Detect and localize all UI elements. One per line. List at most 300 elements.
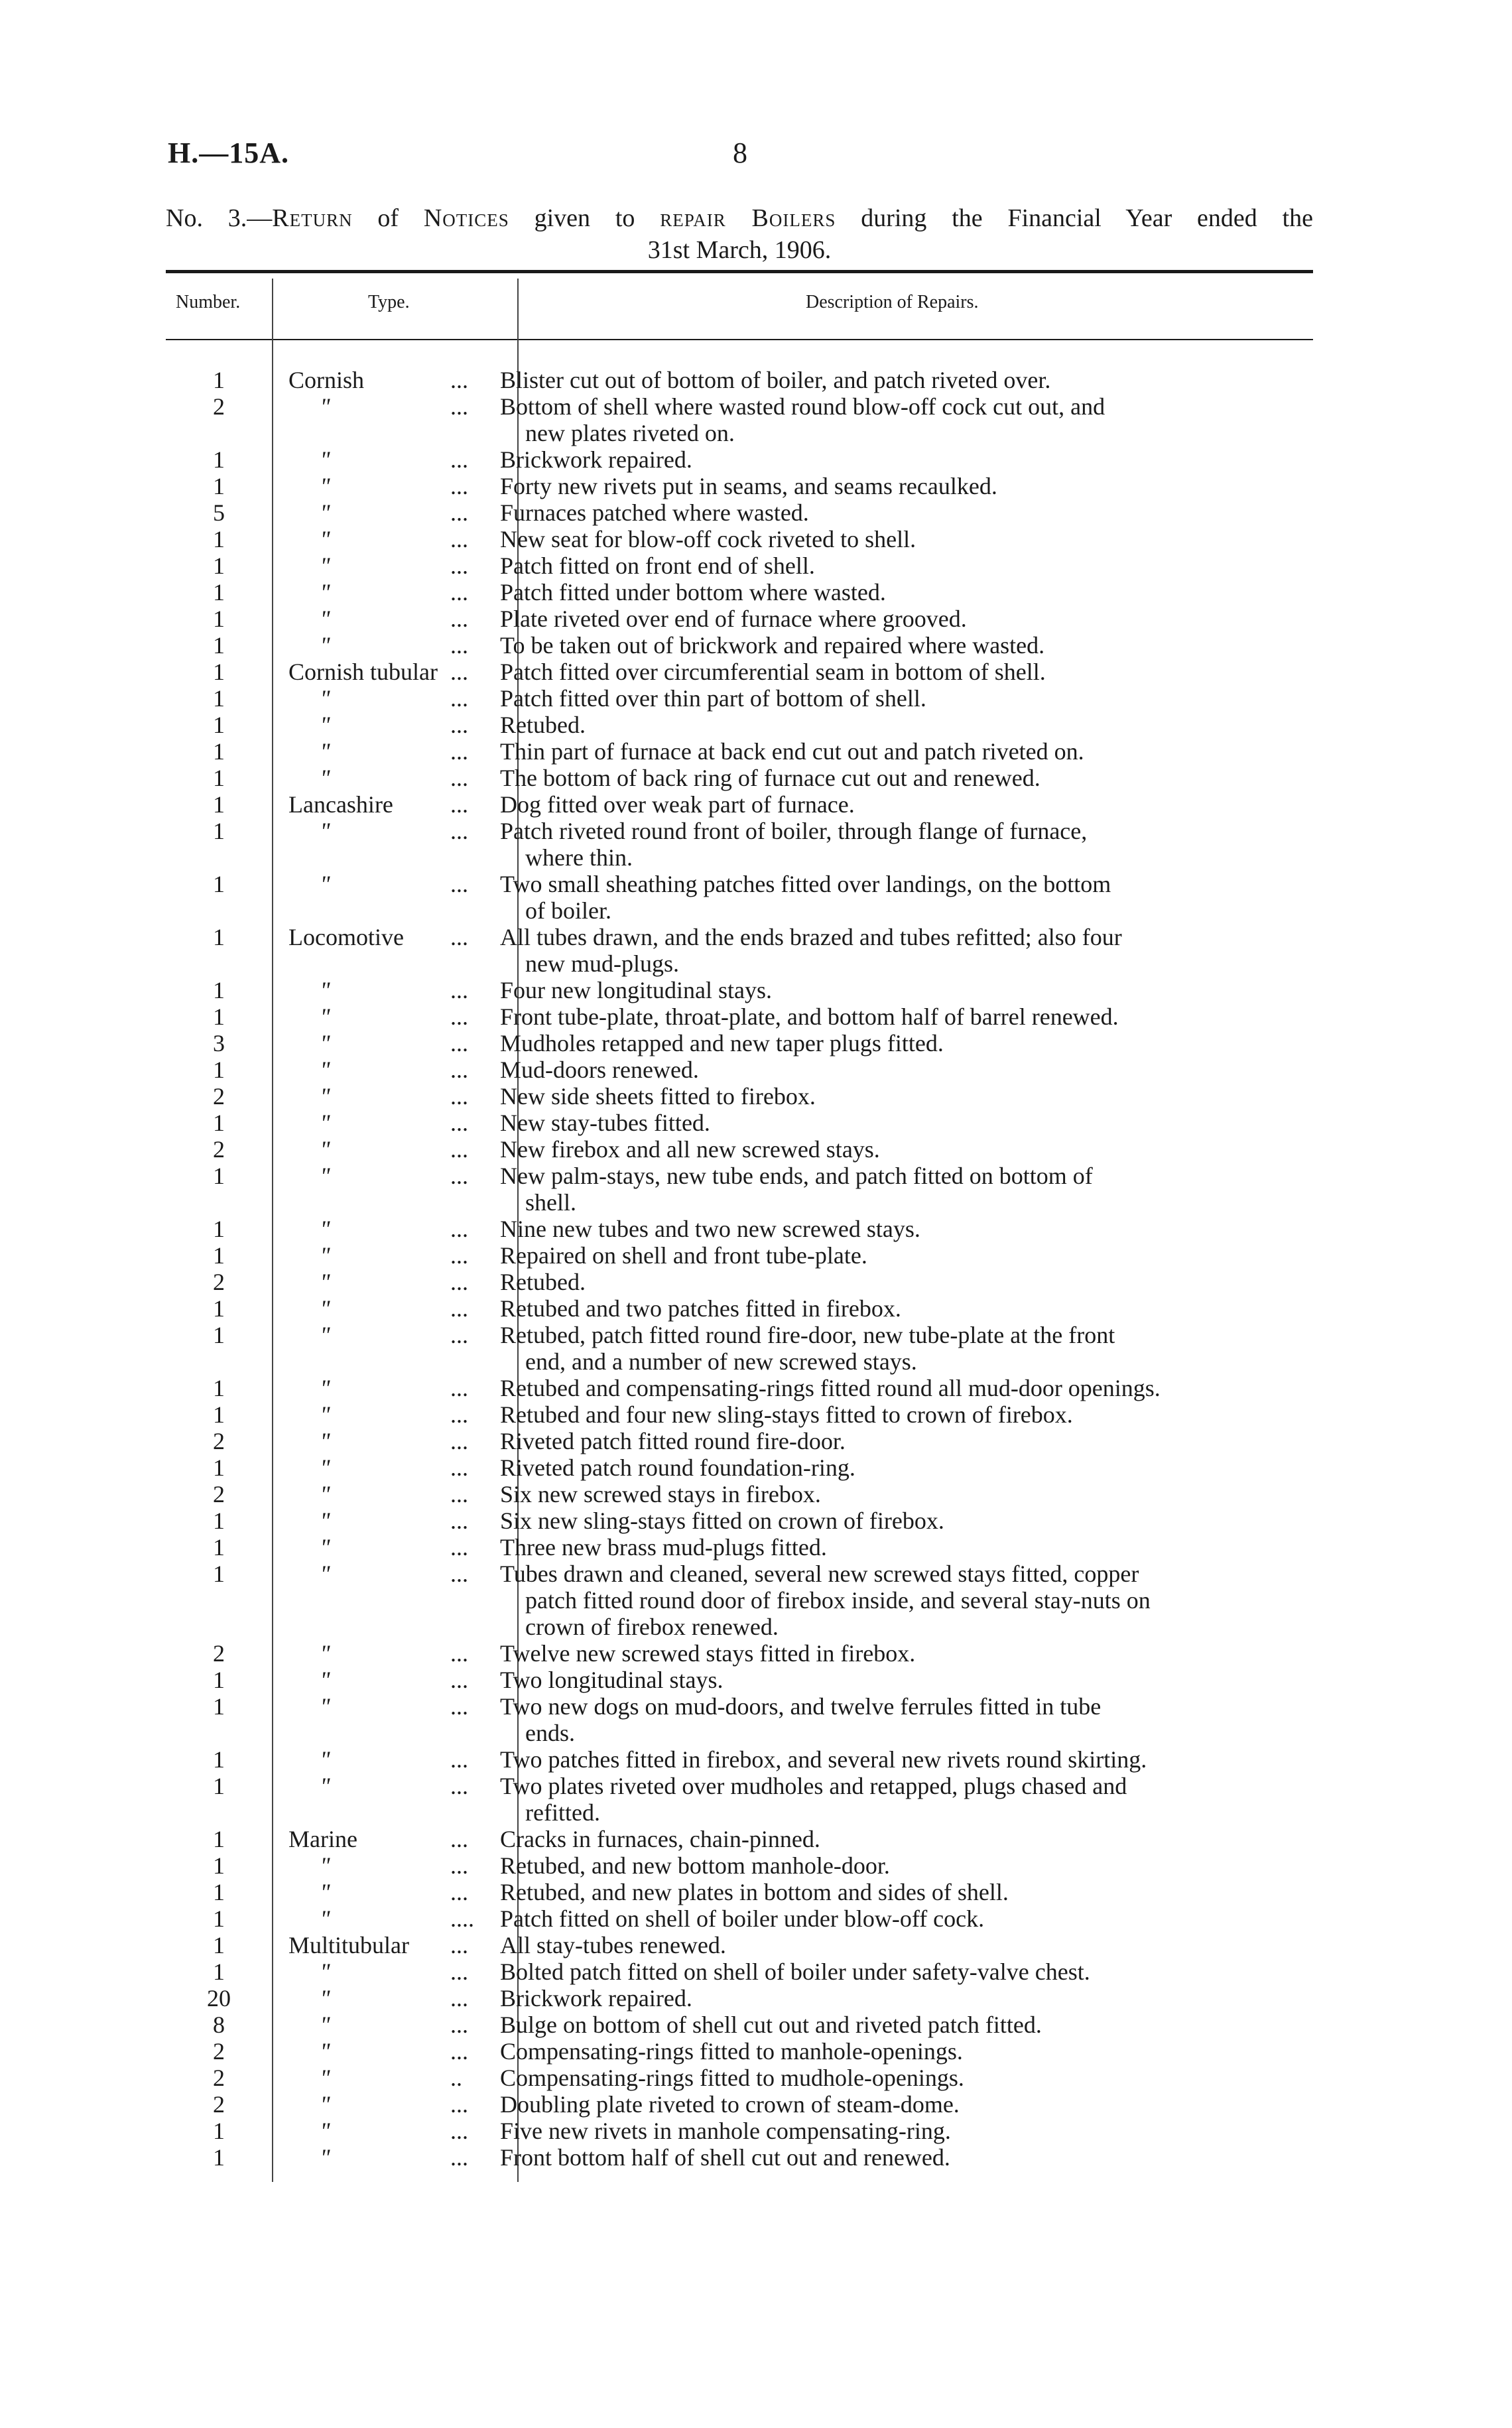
- row-type-cell: [272, 1454, 448, 1481]
- row-type-cell: [272, 393, 448, 446]
- row-type-cell: [272, 1667, 448, 1693]
- row-number-cell: 1: [213, 1534, 225, 1561]
- ditto-mark: ": [320, 2065, 330, 2091]
- row-description-cell: [490, 1322, 1283, 1375]
- row-type-cell: [272, 526, 448, 552]
- row-description-cell: [490, 791, 1283, 818]
- ditto-mark: ": [320, 765, 330, 791]
- ditto-mark: ": [320, 2012, 330, 2038]
- ditto-mark: ": [320, 1056, 330, 1083]
- title-line-2: 31st March, 1906.: [647, 236, 832, 264]
- row-leader-dots: ....: [450, 1905, 474, 1932]
- row-number-cell: 2: [213, 1481, 225, 1507]
- ditto-mark: ": [320, 393, 330, 420]
- row-description-cell: [490, 1879, 1283, 1905]
- description-line: Front bottom half of shell cut out and renewed.: [500, 2144, 950, 2171]
- row-number-cell: 1: [213, 1401, 225, 1428]
- description-line: Plate riveted over end of furnace where grooved.: [500, 606, 967, 632]
- table-row: [166, 1481, 1313, 1507]
- row-leader-dots: ...: [450, 1879, 468, 1905]
- row-description-cell: [490, 1905, 1283, 1932]
- row-number-cell: 1: [213, 1932, 225, 1958]
- table-row: [166, 1322, 1313, 1375]
- ditto-mark: ": [320, 1401, 330, 1428]
- row-number-cell: 1: [213, 552, 225, 579]
- title-boilers: Boilers: [725, 204, 836, 232]
- row-number-cell: 1: [213, 579, 225, 606]
- row-leader-dots: ...: [450, 1030, 468, 1056]
- row-description-cell: [490, 2038, 1283, 2065]
- description-line: Patch fitted under bottom where wasted.: [500, 579, 886, 606]
- row-description-cell: [490, 2012, 1283, 2038]
- row-description-cell: [490, 1561, 1283, 1640]
- row-type-cell: [272, 765, 448, 791]
- row-leader-dots: ...: [450, 977, 468, 1003]
- row-description-cell: [490, 1454, 1283, 1481]
- ditto-mark: ": [320, 977, 330, 1003]
- row-leader-dots: ...: [450, 1481, 468, 1507]
- row-description-cell: [490, 738, 1283, 765]
- row-leader-dots: ...: [450, 1216, 468, 1242]
- description-line: Forty new rivets put in seams, and seams recaulked.: [500, 473, 997, 499]
- table-row: [166, 1826, 1313, 1852]
- ditto-mark: ": [320, 2144, 330, 2171]
- title-line-1: [166, 202, 1313, 234]
- row-leader-dots: ...: [450, 526, 468, 552]
- row-leader-dots: ...: [450, 606, 468, 632]
- row-type-cell: [272, 606, 448, 632]
- row-leader-dots: ...: [450, 791, 468, 818]
- table-row: [166, 1056, 1313, 1083]
- table-row: [166, 871, 1313, 924]
- table-row: [166, 1083, 1313, 1110]
- description-line: refitted.: [525, 1799, 600, 1826]
- row-description-cell: [490, 606, 1283, 632]
- table-row: [166, 1507, 1313, 1534]
- row-description-cell: [490, 1216, 1283, 1242]
- row-number-cell: 1: [213, 1454, 225, 1481]
- description-line: Blister cut out of bottom of boiler, and patch riveted over.: [500, 367, 1051, 393]
- row-type-cell: [272, 446, 448, 473]
- description-line: Retubed and compensating-rings fitted round all mud-door openings.: [500, 1375, 1161, 1401]
- description-line: Bulge on bottom of shell cut out and riveted patch fitted.: [500, 2012, 1042, 2038]
- row-type-cell: [272, 2038, 448, 2065]
- row-leader-dots: ...: [450, 2144, 468, 2171]
- row-leader-dots: ...: [450, 1507, 468, 1534]
- description-line: New firebox and all new screwed stays.: [500, 1136, 880, 1163]
- row-description-cell: [490, 1481, 1283, 1507]
- table-row: [166, 1295, 1313, 1322]
- description-line: Retubed.: [500, 712, 586, 738]
- table-row: [166, 1693, 1313, 1746]
- row-type-cell: [272, 1693, 448, 1746]
- ditto-mark: ": [320, 499, 330, 526]
- title-return: Return: [272, 204, 353, 232]
- description-line: Retubed, patch fitted round fire-door, new tube-plate at the front: [500, 1322, 1115, 1348]
- description-line: Riveted patch fitted round fire-door.: [500, 1428, 846, 1454]
- row-number-cell: 20: [207, 1985, 231, 2012]
- table-row: [166, 2012, 1313, 2038]
- ditto-mark: ": [320, 1322, 330, 1348]
- ditto-mark: ": [320, 1110, 330, 1136]
- description-line: Thin part of furnace at back end cut out and patch riveted on.: [500, 738, 1084, 765]
- row-type-cell: Locomotive: [288, 924, 404, 950]
- description-line: Brickwork repaired.: [500, 1985, 692, 2012]
- column-header-description: Description of Repairs.: [806, 292, 979, 312]
- row-number-cell: 1: [213, 791, 225, 818]
- description-line: Retubed, and new plates in bottom and sides of shell.: [500, 1879, 1009, 1905]
- row-number-cell: 1: [213, 1003, 225, 1030]
- row-description-cell: [490, 1401, 1283, 1428]
- row-type-cell: Cornish: [288, 367, 365, 393]
- table-row: [166, 1030, 1313, 1056]
- row-description-cell: [490, 1667, 1283, 1693]
- row-type-cell: [272, 1985, 448, 2012]
- row-type-cell: [272, 1003, 448, 1030]
- title-repair: repair: [660, 204, 726, 232]
- row-leader-dots: ...: [450, 1163, 468, 1189]
- row-type-cell: [272, 1852, 448, 1879]
- description-line: Patch fitted on shell of boiler under blow-off cock.: [500, 1905, 985, 1932]
- row-number-cell: 1: [213, 1322, 225, 1348]
- row-type-cell: [272, 818, 448, 871]
- description-line: Patch fitted over circumferential seam in bottom of shell.: [500, 659, 1046, 685]
- row-number-cell: 2: [213, 2038, 225, 2065]
- description-line: Six new sling-stays fitted on crown of firebox.: [500, 1507, 944, 1534]
- row-description-cell: [490, 1375, 1283, 1401]
- row-type-cell: [272, 632, 448, 659]
- description-line: Five new rivets in manhole compensating-ring.: [500, 2118, 951, 2144]
- row-description-cell: [490, 685, 1283, 712]
- row-number-cell: 1: [213, 1242, 225, 1269]
- row-type-cell: Lancashire: [288, 791, 393, 818]
- table-row: [166, 1905, 1313, 1932]
- description-line: Mudholes retapped and new taper plugs fitted.: [500, 1030, 944, 1056]
- table-row: [166, 1242, 1313, 1269]
- row-type-cell: Marine: [288, 1826, 357, 1852]
- table-row: [166, 977, 1313, 1003]
- row-description-cell: [490, 1083, 1283, 1110]
- description-line: Furnaces patched where wasted.: [500, 499, 809, 526]
- table-row: [166, 1667, 1313, 1693]
- row-description-cell: [490, 1003, 1283, 1030]
- row-number-cell: 1: [213, 738, 225, 765]
- row-description-cell: [490, 1030, 1283, 1056]
- ditto-mark: ": [320, 1534, 330, 1561]
- row-leader-dots: ...: [450, 2038, 468, 2065]
- ditto-mark: ": [320, 685, 330, 712]
- ditto-mark: ": [320, 1003, 330, 1030]
- table-row: [166, 738, 1313, 765]
- ditto-mark: ": [320, 1905, 330, 1932]
- row-leader-dots: ...: [450, 2012, 468, 2038]
- row-type-cell: [272, 1295, 448, 1322]
- row-leader-dots: ...: [450, 1958, 468, 1985]
- row-leader-dots: ...: [450, 1693, 468, 1720]
- ditto-mark: ": [320, 2038, 330, 2065]
- table-row: [166, 632, 1313, 659]
- table-row: [166, 1534, 1313, 1561]
- description-line: Brickwork repaired.: [500, 446, 692, 473]
- column-header-number: Number.: [176, 292, 241, 312]
- description-line: Riveted patch round foundation-ring.: [500, 1454, 855, 1481]
- table-row: [166, 1110, 1313, 1136]
- row-type-cell: [272, 2091, 448, 2118]
- row-type-cell: [272, 1905, 448, 1932]
- table-row: [166, 579, 1313, 606]
- row-number-cell: 1: [213, 659, 225, 685]
- row-number-cell: 1: [213, 1110, 225, 1136]
- ditto-mark: ": [320, 632, 330, 659]
- row-type-cell: [272, 2012, 448, 2038]
- ditto-mark: ": [320, 552, 330, 579]
- description-line: Twelve new screwed stays fitted in firebox.: [500, 1640, 916, 1667]
- title-prefix: No. 3.—: [166, 204, 273, 232]
- row-leader-dots: ...: [450, 2118, 468, 2144]
- row-type-cell: [272, 2144, 448, 2171]
- row-description-cell: [490, 1269, 1283, 1295]
- row-number-cell: 1: [213, 1879, 225, 1905]
- description-line: patch fitted round door of firebox inside, and several stay-nuts on: [525, 1587, 1151, 1614]
- row-leader-dots: ...: [450, 1056, 468, 1083]
- row-type-cell: [272, 1163, 448, 1216]
- row-leader-dots: ...: [450, 1852, 468, 1879]
- table-header-rule: [166, 339, 1313, 340]
- row-description-cell: [490, 1693, 1283, 1746]
- row-number-cell: 1: [213, 632, 225, 659]
- row-leader-dots: ...: [450, 632, 468, 659]
- row-number-cell: 1: [213, 685, 225, 712]
- description-line: Repaired on shell and front tube-plate.: [500, 1242, 867, 1269]
- row-description-cell: [490, 367, 1283, 393]
- description-line: Retubed and two patches fitted in firebox.: [500, 1295, 901, 1322]
- title-rest: during the Financial Year ended the: [836, 204, 1314, 232]
- row-description-cell: [490, 526, 1283, 552]
- table-row: [166, 393, 1313, 446]
- row-type-cell: [272, 1534, 448, 1561]
- title-notices: Notices: [423, 204, 509, 232]
- ditto-mark: ": [320, 712, 330, 738]
- row-description-cell: [490, 2065, 1283, 2091]
- table-row: [166, 1428, 1313, 1454]
- description-line: Two small sheathing patches fitted over landings, on the bottom: [500, 871, 1111, 897]
- row-number-cell: 2: [213, 393, 225, 420]
- row-number-cell: 2: [213, 1083, 225, 1110]
- row-type-cell: [272, 2118, 448, 2144]
- ditto-mark: ": [320, 2118, 330, 2144]
- row-description-cell: [490, 2144, 1283, 2171]
- row-type-cell: Multitubular: [288, 1932, 409, 1958]
- table-row: [166, 1003, 1313, 1030]
- row-leader-dots: ...: [450, 1401, 468, 1428]
- description-line: Retubed.: [500, 1269, 586, 1295]
- row-description-cell: [490, 1136, 1283, 1163]
- table-row: [166, 1163, 1313, 1216]
- ditto-mark: ": [320, 1985, 330, 2012]
- description-line: Two new dogs on mud-doors, and twelve ferrules fitted in tube: [500, 1693, 1102, 1720]
- row-type-cell: [272, 685, 448, 712]
- ditto-mark: ": [320, 2091, 330, 2118]
- row-number-cell: 8: [213, 2012, 225, 2038]
- row-type-cell: [272, 1507, 448, 1534]
- row-number-cell: 1: [213, 367, 225, 393]
- table-row: [166, 1269, 1313, 1295]
- row-description-cell: [490, 1826, 1283, 1852]
- description-line: Patch fitted on front end of shell.: [500, 552, 815, 579]
- ditto-mark: ": [320, 1242, 330, 1269]
- description-line: Two plates riveted over mudholes and retapped, plugs chased and: [500, 1773, 1127, 1799]
- row-number-cell: 1: [213, 818, 225, 844]
- row-description-cell: [490, 1958, 1283, 1985]
- row-number-cell: 1: [213, 606, 225, 632]
- row-type-cell: [272, 473, 448, 499]
- ditto-mark: ": [320, 1693, 330, 1720]
- row-number-cell: 2: [213, 1428, 225, 1454]
- row-leader-dots: ...: [450, 579, 468, 606]
- row-description-cell: [490, 1746, 1283, 1773]
- row-leader-dots: ...: [450, 1375, 468, 1401]
- row-description-cell: [490, 446, 1283, 473]
- row-number-cell: 2: [213, 1136, 225, 1163]
- table-row: [166, 446, 1313, 473]
- row-description-cell: [490, 1242, 1283, 1269]
- title-of: of: [352, 204, 424, 232]
- page-title: [166, 202, 1313, 266]
- row-description-cell: [490, 1985, 1283, 2012]
- row-leader-dots: ...: [450, 712, 468, 738]
- description-line: Bottom of shell where wasted round blow-off cock cut out, and: [500, 393, 1105, 420]
- row-type-cell: [272, 2065, 448, 2091]
- description-line: Retubed, and new bottom manhole-door.: [500, 1852, 890, 1879]
- row-leader-dots: ...: [450, 1295, 468, 1322]
- row-type-cell: [272, 1083, 448, 1110]
- description-line: Four new longitudinal stays.: [500, 977, 772, 1003]
- row-type-cell: [272, 1481, 448, 1507]
- table-row: [166, 1454, 1313, 1481]
- row-leader-dots: ...: [450, 446, 468, 473]
- row-number-cell: 1: [213, 924, 225, 950]
- ditto-mark: ": [320, 1507, 330, 1534]
- row-leader-dots: ...: [450, 1561, 468, 1587]
- row-leader-dots: ...: [450, 924, 468, 950]
- description-line: New seat for blow-off cock riveted to shell.: [500, 526, 916, 552]
- row-number-cell: 1: [213, 712, 225, 738]
- ditto-mark: ": [320, 1030, 330, 1056]
- row-description-cell: [490, 1428, 1283, 1454]
- ditto-mark: ": [320, 446, 330, 473]
- row-description-cell: [490, 2091, 1283, 2118]
- table-row: [166, 765, 1313, 791]
- row-leader-dots: ...: [450, 765, 468, 791]
- row-leader-dots: ...: [450, 1110, 468, 1136]
- ditto-mark: ": [320, 1163, 330, 1189]
- row-description-cell: [490, 1932, 1283, 1958]
- row-type-cell: [272, 552, 448, 579]
- row-description-cell: [490, 1110, 1283, 1136]
- ditto-mark: ": [320, 1481, 330, 1507]
- row-type-cell: [272, 1773, 448, 1826]
- row-number-cell: 1: [213, 1375, 225, 1401]
- description-line: Patch riveted round front of boiler, through flange of furnace,: [500, 818, 1088, 844]
- row-number-cell: 1: [213, 2144, 225, 2171]
- row-type-cell: [272, 1561, 448, 1640]
- ditto-mark: ": [320, 1879, 330, 1905]
- row-leader-dots: ...: [450, 1454, 468, 1481]
- table-row: [166, 606, 1313, 632]
- row-leader-dots: ...: [450, 1640, 468, 1667]
- row-number-cell: 1: [213, 1163, 225, 1189]
- ditto-mark: ": [320, 1746, 330, 1773]
- table-row: [166, 473, 1313, 499]
- table-row: [166, 1401, 1313, 1428]
- row-leader-dots: ...: [450, 871, 468, 897]
- ditto-mark: ": [320, 1295, 330, 1322]
- description-line: Two longitudinal stays.: [500, 1667, 724, 1693]
- table-row: [166, 712, 1313, 738]
- row-number-cell: 2: [213, 1269, 225, 1295]
- table-row: [166, 552, 1313, 579]
- row-description-cell: [490, 1163, 1283, 1216]
- row-description-cell: [490, 579, 1283, 606]
- row-number-cell: 1: [213, 1056, 225, 1083]
- row-type-cell: [272, 1746, 448, 1773]
- row-leader-dots: ...: [450, 1428, 468, 1454]
- table-row: [166, 1561, 1313, 1640]
- row-description-cell: [490, 1056, 1283, 1083]
- description-line: All stay-tubes renewed.: [500, 1932, 726, 1958]
- ditto-mark: ": [320, 1640, 330, 1667]
- description-line: Bolted patch fitted on shell of boiler under safety-valve chest.: [500, 1958, 1090, 1985]
- table-row: [166, 2065, 1313, 2091]
- row-leader-dots: ...: [450, 2091, 468, 2118]
- row-type-cell: [272, 1375, 448, 1401]
- row-type-cell: [272, 1322, 448, 1375]
- row-type-cell: [272, 1428, 448, 1454]
- table-row: [166, 367, 1313, 393]
- ditto-mark: ": [320, 473, 330, 499]
- row-number-cell: 1: [213, 1216, 225, 1242]
- page-number: 8: [733, 137, 747, 169]
- row-leader-dots: ...: [450, 393, 468, 420]
- description-line: Three new brass mud-plugs fitted.: [500, 1534, 827, 1561]
- ditto-mark: ": [320, 606, 330, 632]
- ditto-mark: ": [320, 1454, 330, 1481]
- description-line: new plates riveted on.: [525, 420, 735, 446]
- description-line: Dog fitted over weak part of furnace.: [500, 791, 855, 818]
- description-line: Tubes drawn and cleaned, several new screwed stays fitted, copper: [500, 1561, 1139, 1587]
- ditto-mark: ": [320, 1083, 330, 1110]
- row-description-cell: [490, 1852, 1283, 1879]
- row-number-cell: 1: [213, 1905, 225, 1932]
- ditto-mark: ": [320, 526, 330, 552]
- row-leader-dots: ...: [450, 1269, 468, 1295]
- ditto-mark: ": [320, 1667, 330, 1693]
- description-line: Patch fitted over thin part of bottom of shell.: [500, 685, 926, 712]
- row-description-cell: [490, 2118, 1283, 2144]
- description-line: Cracks in furnaces, chain-pinned.: [500, 1826, 820, 1852]
- row-leader-dots: ..: [450, 2065, 462, 2091]
- ditto-mark: ": [320, 1136, 330, 1163]
- row-type-cell: [272, 1640, 448, 1667]
- row-leader-dots: ...: [450, 1773, 468, 1799]
- ditto-mark: ": [320, 1852, 330, 1879]
- description-line: The bottom of back ring of furnace cut out and renewed.: [500, 765, 1040, 791]
- table-row: [166, 1985, 1313, 2012]
- table-row: [166, 659, 1313, 685]
- row-description-cell: [490, 659, 1283, 685]
- ditto-mark: ": [320, 1561, 330, 1587]
- row-number-cell: 1: [213, 526, 225, 552]
